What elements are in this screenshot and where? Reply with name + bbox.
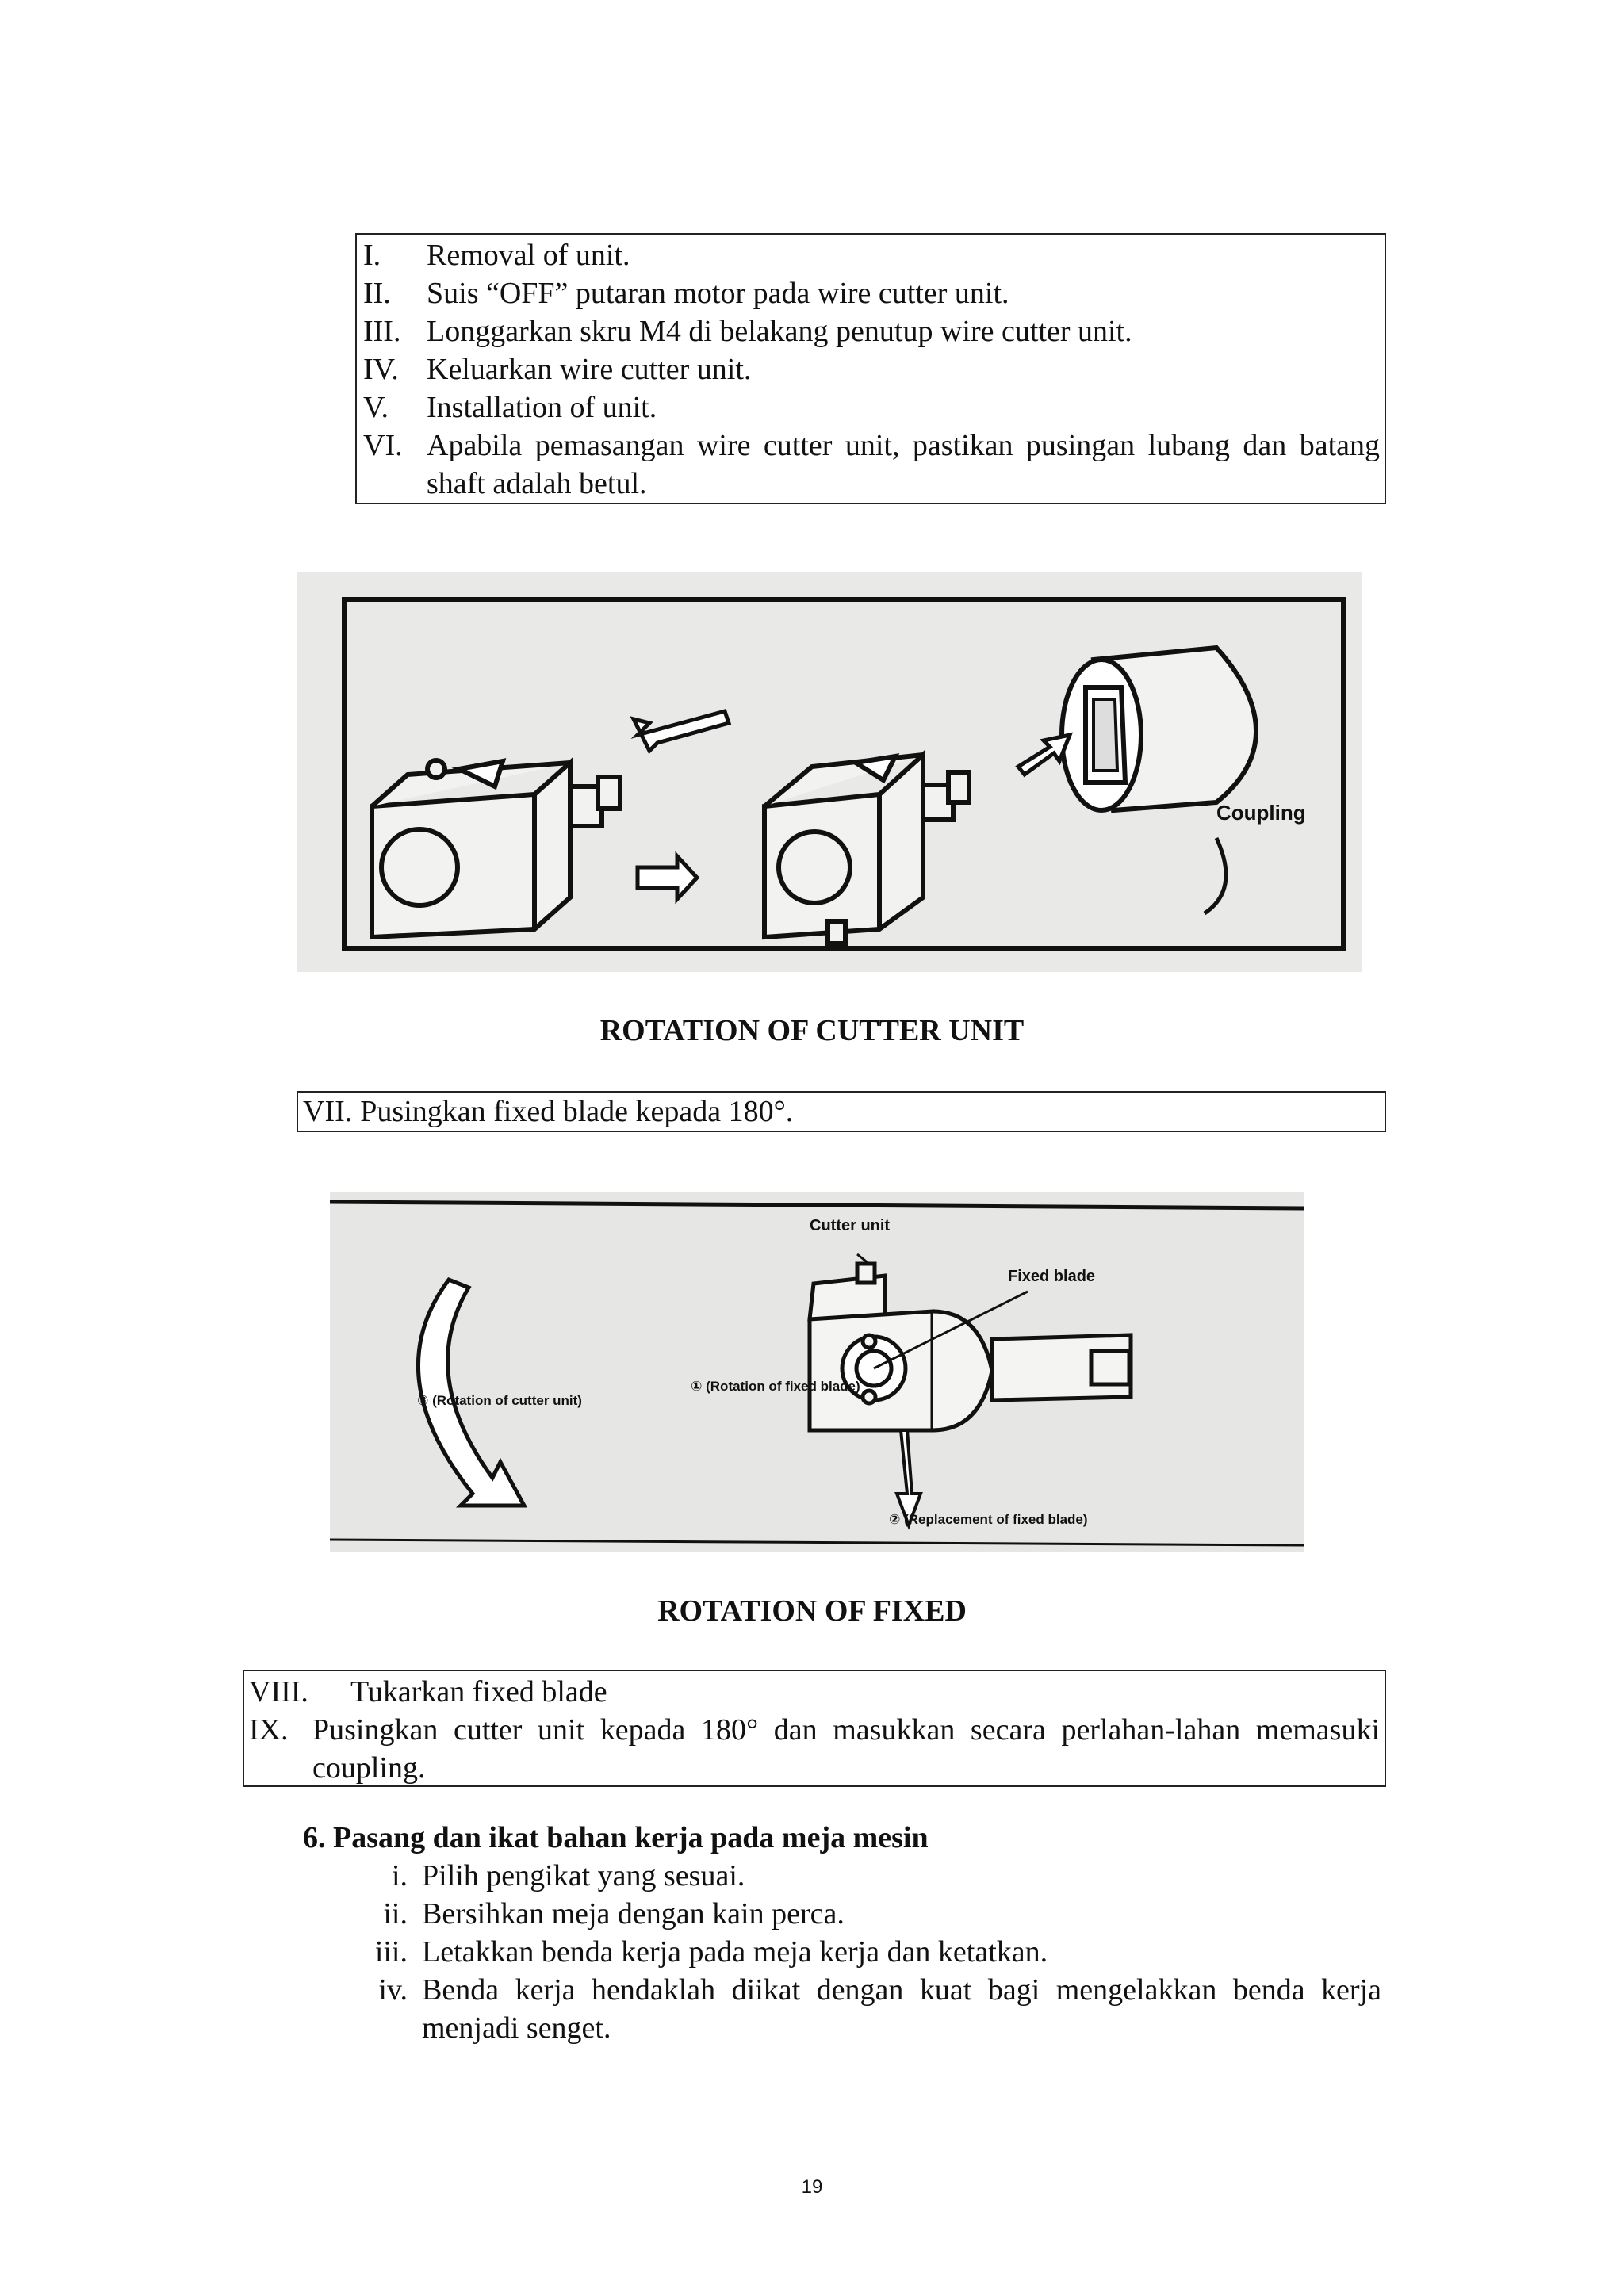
item-text: Pilih pengikat yang sesuai.	[422, 1859, 745, 1892]
list-item	[303, 1857, 1381, 1895]
cutter-unit-middle-drawing	[764, 755, 969, 943]
item-number: II.	[363, 277, 391, 310]
list-item	[363, 388, 1380, 427]
item-text: Pusingkan cutter unit kepada 180° dan masukkan secara perlahan-lahan memasuki coupling.	[312, 1713, 1380, 1785]
item-number: IX.	[249, 1713, 289, 1747]
cutter-unit-label: Cutter unit	[810, 1217, 891, 1234]
figure-rotation-cutter-unit	[297, 572, 1362, 972]
section-6	[303, 1819, 1381, 2047]
replacement-arrow-icon	[897, 1430, 921, 1525]
list-item	[303, 1933, 1381, 1971]
figure-rotation-fixed-blade	[330, 1192, 1304, 1552]
cutter-unit-drawing	[810, 1264, 1131, 1430]
caption-rotation-cutter-unit: ROTATION OF CUTTER UNIT	[599, 1014, 1025, 1047]
item-number: I.	[363, 239, 381, 272]
section-heading: 6. Pasang dan ikat bahan kerja pada meja mesin	[303, 1821, 929, 1854]
item-text: Longgarkan skru M4 di belakang penutup wire cutter unit.	[427, 315, 1132, 348]
list-item	[363, 236, 1380, 274]
item-text: Installation of unit.	[427, 391, 657, 424]
rotation-fixed-label: ① (Rotation of fixed blade)	[691, 1379, 860, 1394]
list-item	[303, 1895, 1381, 1933]
item-text: Suis “OFF” putaran motor pada wire cutter unit.	[427, 277, 1009, 310]
list-item	[303, 1093, 1380, 1131]
item-text: Removal of unit.	[427, 239, 630, 272]
item-number: III.	[363, 315, 401, 348]
item-number: iv.	[378, 1973, 408, 2007]
list-item	[363, 312, 1380, 350]
coupling-drawing	[1062, 648, 1256, 810]
fixed-blade-diagram	[330, 1192, 1304, 1552]
item-number: VIII.	[249, 1675, 308, 1709]
coupling-label: Coupling	[1216, 801, 1306, 825]
item-text: Bersihkan meja dengan kain perca.	[422, 1897, 845, 1931]
fixed-blade-label: Fixed blade	[1008, 1268, 1096, 1285]
rotation-cutter-label: ③ (Rotation of cutter unit)	[417, 1393, 582, 1408]
list-item	[249, 1673, 1380, 1711]
item-number: V.	[363, 391, 389, 424]
item-number: i.	[391, 1859, 408, 1892]
item-text: Letakkan benda kerja pada meja kerja dan ketatkan.	[422, 1935, 1048, 1969]
list-item	[363, 350, 1380, 388]
page-number: 19	[801, 2176, 823, 2198]
instruction-box-fixed-blade	[297, 1091, 1386, 1132]
item-text: Benda kerja hendaklah diikat dengan kuat bagi mengelakkan benda kerja menjadi senget.	[422, 1973, 1381, 2045]
instruction-box-removal	[355, 233, 1386, 504]
list-item	[363, 427, 1380, 503]
item-number: VII.	[303, 1095, 353, 1128]
caption-rotation-fixed: ROTATION OF FIXED	[657, 1594, 967, 1628]
cutter-unit-left-drawing	[372, 760, 620, 937]
item-text: Keluarkan wire cutter unit.	[427, 353, 752, 386]
item-number: ii.	[383, 1897, 408, 1931]
item-number: iii.	[374, 1935, 408, 1969]
item-text: Pusingkan fixed blade kepada 180°.	[360, 1095, 794, 1128]
cutter-unit-diagram	[297, 572, 1362, 972]
list-item	[249, 1711, 1380, 1787]
replacement-label: ② (Replacement of fixed blade)	[889, 1512, 1088, 1527]
item-number: VI.	[363, 429, 403, 462]
item-text: Tukarkan fixed blade	[350, 1675, 607, 1709]
instruction-box-replace	[243, 1670, 1386, 1787]
list-item	[363, 274, 1380, 312]
list-item	[303, 1971, 1381, 2047]
item-text: Apabila pemasangan wire cutter unit, pastikan pusingan lubang dan batang shaft adalah betul.	[427, 429, 1380, 500]
item-number: IV.	[363, 353, 399, 386]
